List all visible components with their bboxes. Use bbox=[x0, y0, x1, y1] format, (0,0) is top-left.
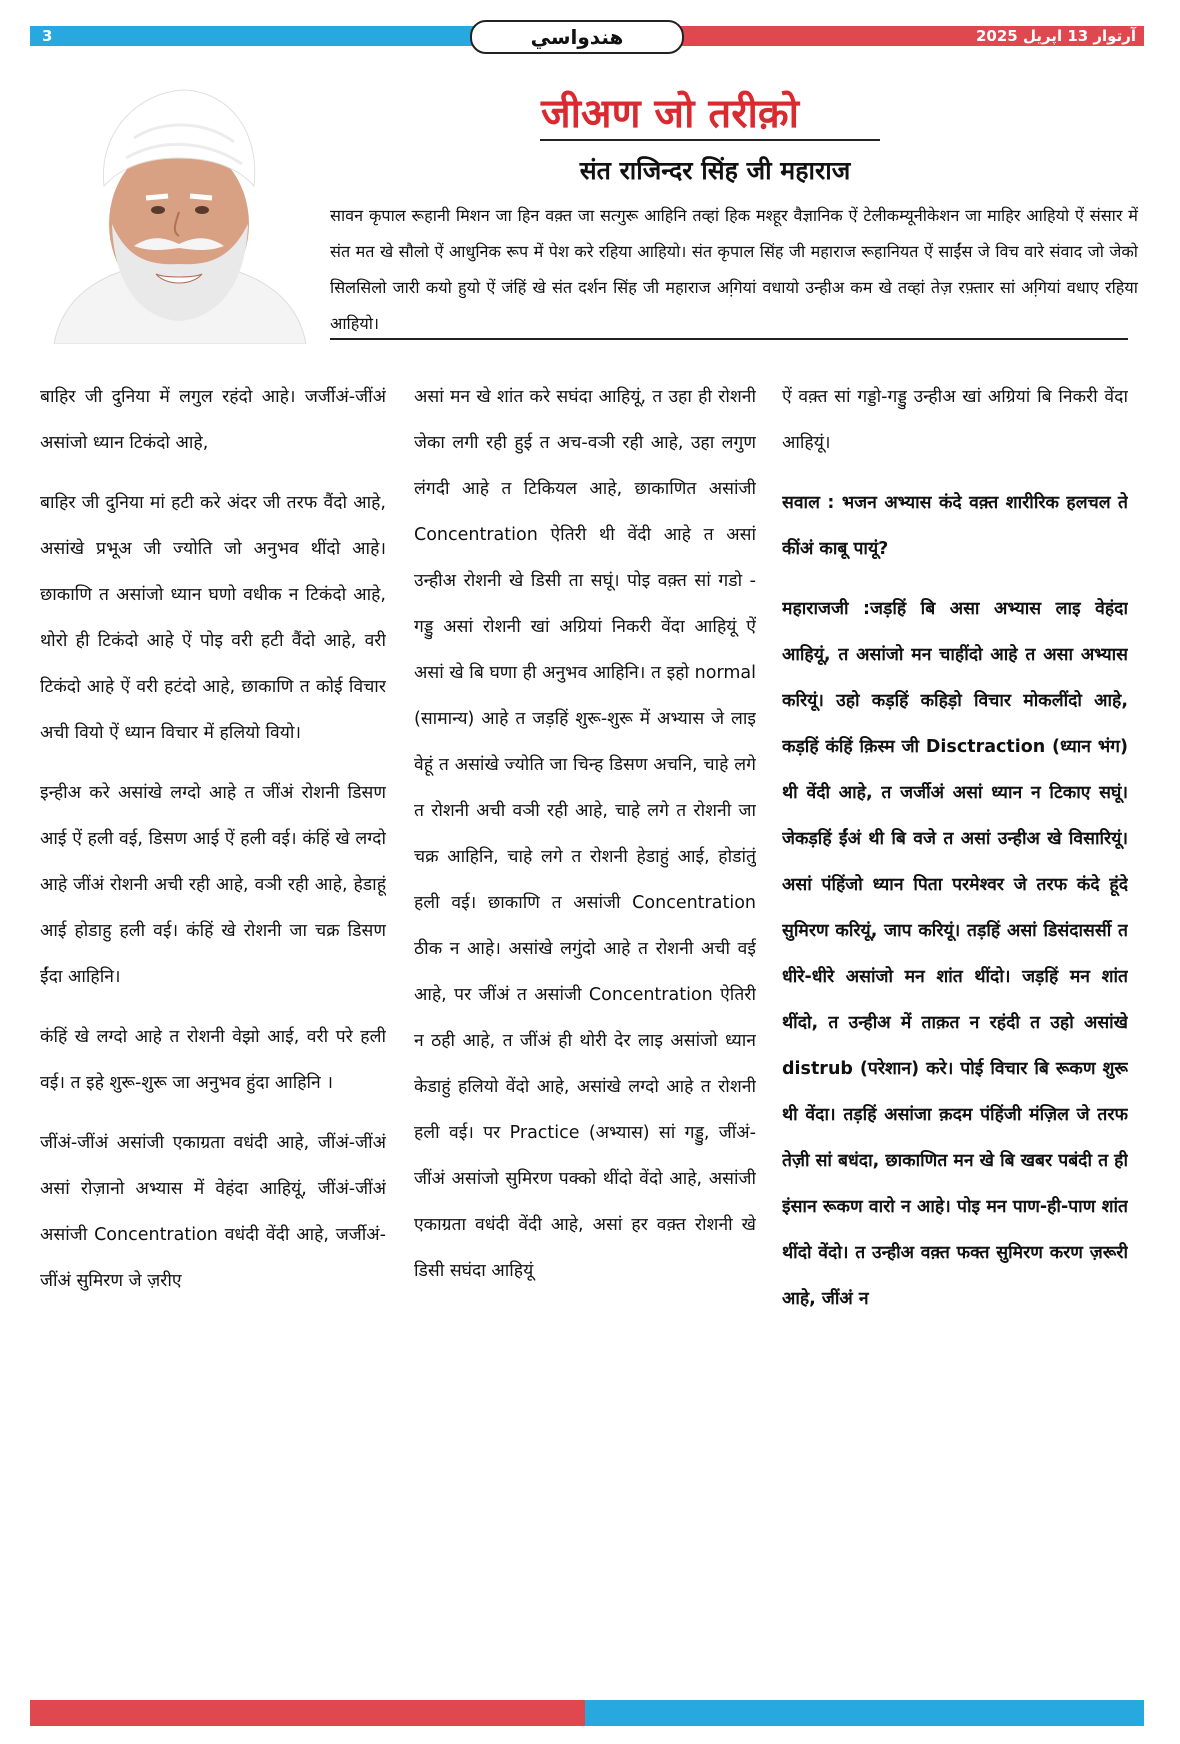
bottom-bar-red-segment bbox=[30, 1700, 585, 1726]
bottom-bar-blue-segment bbox=[585, 1700, 1144, 1726]
bottom-color-bar bbox=[30, 1700, 1144, 1726]
title-underline bbox=[540, 139, 880, 141]
column-paragraph: बाहिर जी दुनिया मां हटी करे अंदर जी तरफ वैंदो आहे, असांखे प्रभूअ जी ज्योति जो अनुभव थींदो आहे। छाकाणि त असांजो ध्यान घणो वधीक न टिकंदो आहे, थोरो ही टिकंदो आहे ऐं पोइ वरी हटी वैंदो आहे, वरी टिकंदो आहे ऐं वरी हटंदो आहे, छाकाणि त कोई विचार अची वियो ऐं ध्यान विचार में हलियो वियो। bbox=[40, 493, 386, 743]
article-author: संत राजिन्दर सिंह जी महाराज bbox=[579, 156, 851, 185]
column-paragraph: इन्हीअ करे असांखे लग्दो आहे त जींअं रोशनी डिसण आई ऐं हली वई, डिसण आई ऐं हली वई। कंहिं खे लग्दो आहे जींअं रोशनी अची रही आहे, वञी रही आहे, हेडाहूं आई होडाहु हली वई। कंहिं खे रोशनी जा चक्र डिसण ईंदा आहिनि। bbox=[40, 783, 386, 987]
column-paragraph: असां मन खे शांत करे सघंदा आहियूं, त उहा ही रोशनी जेका लगी रही हुई त अच-वञी रही आहे, उहा लगुण लंगदी आहे त टिकियल आहे, छाकाणित असांजी Concentration ऐतिरी थी वेंदी आहे त असां उन्हीअ रोशनी खे डिसी ता सघूं। पोइ वक़्त सां गडो - गड्डु असां रोशनी खां अग्रियां निकरी वेंदा आहियूं ऐं असां खे बि घणा ही अनुभव आहिनि। त इहो normal (सामान्य) आहे त जड़हिं शुरू-शुरू में अभ्यास जे लाइ वेहूं त असांखे ज्योति जा चिन्ह डिसण अचनि, चाहे लगे त रोशनी अची वञी रही आहे, चाहे लगे त रोशनी जा चक्र आहिनि, चाहे लगे त रोशनी हेडाहुं आई, होडांतुं हली वई। छाकाणि त असांजी Concentration ठीक न आहे। असांखे लगुंदो आहे त रोशनी अची वई आहे, पर जींअं त असांजी Concentration ऐतिरी न ठही आहे, त जींअं ही थोरी देर लाइ असांजो ध्यान केडाहुं हलियो वेंदो आहे, असांखे लग्दो आहे त रोशनी हली वई। पर Practice (अभ्यास) सां गड्डु, जींअं-जींअं असांजो सुमिरण पक्को थींदो वेंदो आहे, असांजी एकाग्रता वधंदी वेंदी आहे, असां हर वक़्त रोशनी खे डिसी सघंदा आहियूं bbox=[414, 387, 756, 1281]
article-intro: सावन कृपाल रूहानी मिशन जा हिन वक़्त जा सत्गुरू आहिनि तव्हां हिक मश्हूर वैज्ञानिक ऐं टेलीकम्यूनीकेशन जा माहिर आहियो ऐं संसार में संत मत खे सौलो ऐं आधुनिक रूप में पेश करे रहिया आहियो। संत कृपाल सिंह जी महाराज रूहानियत ऐं साईंस जे विच वारे संवाद जो जेको सिलसिलो जारी कयो हुयो ऐं जंहिं खे संत दर्शन सिंह जी महाराज अगि़यां वधायो उन्हीअ कम खे तव्हां तेज़ रफ़्तार सां अगि़यां वधाए रहिया आहियो। bbox=[330, 206, 1138, 333]
answer-paragraph: महाराजजी :जड़हिं बि असा अभ्यास लाइ वेहंदा आहियूं, त असांजो मन चाहींदो आहे त असा अभ्यास करियूं। उहो कड़हिं कहिड़ो विचार मोकलींदो आहे, कड़हिं कंहिं क़िस्म जी Disctraction (ध्यान भंग) थी वेंदी आहे, त जर्जीअं असां ध्यान न टिकाए सघूं। जेकड़हिं ईंअं थी बि वजे त असां उन्हीअ खे विसारियूं। असां पंहिंजो ध्यान पिता परमेश्वर जे तरफ कंदे हूंदे सुमिरण करियूं, जाप करियूं। तड़हिं असां डिसंदासर्सी त धीरे-धीरे असांजो मन शांत थींदो। जड़हिं मन शांत थींदो, त उन्हीअ में ताक़त न रहंदी त उहो असांखे distrub (परेशान) करे। पोई विचार बि रूकण शुरू थी वेंदा। तड़हिं असांजा क़दम पंहिंजी मंज़िल जे तरफ तेज़ी सां बधंदा, छाकाणित मन खे बि खबर पबंदी त ही इंसान रूकण वारो न आहे। पोइ मन पाण-ही-पाण शांत थींदो वेंदो। त उन्हीअ वक़्त फक्त सुमिरण करण ज़रूरी आहे, जींअं न bbox=[782, 599, 1128, 1309]
question-paragraph: सवाल : भजन अभ्यास कंदे वक़्त शारीरिक हलचल ते कींअं काबू पायूं? bbox=[782, 493, 1128, 559]
author-portrait bbox=[34, 74, 324, 344]
issue-date: آرتوار 13 اپريل 2025 bbox=[975, 27, 1136, 45]
column-paragraph: कंहिं खे लग्दो आहे त रोशनी वेझो आई, वरी परे हली वई। त इहे शुरू-शुरू जा अनुभव हुंदा आहिनि । bbox=[40, 1027, 386, 1093]
column-paragraph: बाहिर जी दुनिया में लगुल रहंदो आहे। जर्जीअं-जींअं असांजो ध्यान टिकंदो आहे, bbox=[40, 387, 386, 453]
page-number: 3 bbox=[42, 27, 53, 45]
masthead-logo: هندواسي bbox=[470, 20, 684, 54]
column-paragraph: ऐं वक़्त सां गड्डो-गड्डु उन्हीअ खां अग्रियां बि निकरी वेंदा आहियूं। bbox=[782, 387, 1128, 453]
text-column-1 bbox=[40, 374, 386, 1674]
intro-divider bbox=[330, 338, 1128, 340]
column-paragraph: जींअं-जींअं असांजी एकाग्रता वधंदी आहे, जींअं-जींअं असां रोज़ानो अभ्यास में वेहंदा आहियूं, जींअं-जींअं असांजी Concentration वधंदी वेंदी आहे, जर्जीअं-जींअं सुमिरण जे ज़रीए bbox=[40, 1133, 386, 1291]
article-title: जीअण जो तरीक़ो bbox=[540, 91, 799, 137]
text-column-2 bbox=[414, 374, 756, 1674]
text-column-3 bbox=[782, 374, 1128, 1674]
